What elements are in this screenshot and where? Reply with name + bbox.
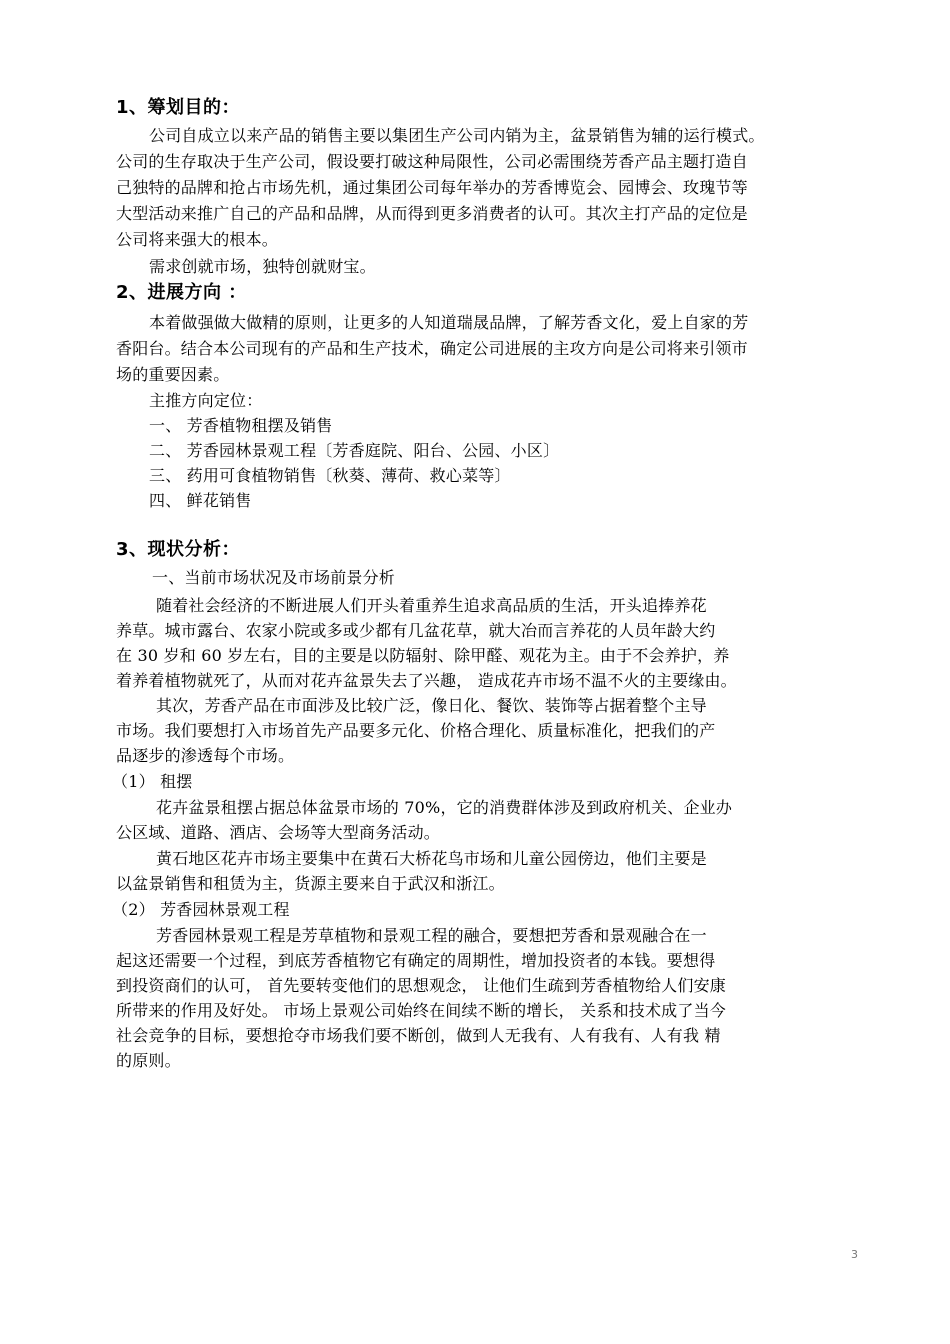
section3-line: 到投资商们的认可， 首先要转变他们的思想观念， 让他们生疏到芳香植物给人们安康 [116,976,726,995]
section1-line: 公司将来强大的根本。 [116,230,279,249]
section1-line: 公司自成立以来产品的销售主要以集团生产公司内销为主，盆景销售为辅的运行模式。 [149,126,765,145]
section2-line: 主推方向定位： [149,391,263,410]
section3-line: 市场。我们要想打入市场首先产品要多元化、价格合理化、质量标准化，把我们的产 [116,721,716,740]
section2-list-item: 一、 芳香植物租摆及销售 [149,416,333,435]
section3-line: 黄石地区花卉市场主要集中在黄石大桥花鸟市场和儿童公园傍边，他们主要是 [156,849,707,868]
section1-line: 需求创就市场，独特创就财宝。 [149,257,376,276]
page-number: 3 [851,1248,858,1261]
section2-list-item: 四、 鲜花销售 [149,491,252,510]
section3-subheading: （1） 租摆 [112,772,193,791]
section3-line: 所带来的作用及好处。 市场上景观公司始终在间续不断的增长， 关系和技术成了当今 [116,1001,726,1020]
section3-heading: 3、现状分析： [116,539,241,560]
section2-list-item: 二、 芳香园林景观工程〔芳香庭院、阳台、公园、小区〕 [149,441,560,460]
section3-line: 起这还需要一个过程，到底芳香植物它有确定的周期性，增加投资者的本钱。要想得 [116,951,716,970]
section2-list-item: 三、 药用可食植物销售〔秋葵、薄荷、救心菜等〕 [149,466,511,485]
section2-line: 香阳台。结合本公司现有的产品和生产技术，确定公司进展的主攻方向是公司将来引领市 [116,339,748,358]
section1-line: 己独特的品牌和抢占市场先机，通过集团公司每年举办的芳香博览会、园博会、玫瑰节等 [116,178,748,197]
section1-line: 大型活动来推广自己的产品和品牌，从而得到更多消费者的认可。其次主打产品的定位是 [116,204,748,223]
section3-line: 社会竞争的目标，要想抢夺市场我们要不断创，做到人无我有、人有我有、人有我 精 [116,1026,721,1045]
section3-line: 品逐步的渗透每个市场。 [116,746,295,765]
section3-line: 以盆景销售和租赁为主，货源主要来自于武汉和浙江。 [116,874,505,893]
section3-line: 其次，芳香产品在市面涉及比较广泛，像日化、餐饮、装饰等占据着整个主导 [156,696,707,715]
section2-line: 场的重要因素。 [116,365,230,384]
section3-subheading: （2） 芳香园林景观工程 [112,900,290,919]
section1-heading: 1、筹划目的： [116,97,241,118]
section3-subheading: 一、当前市场状况及市场前景分析 [152,568,396,587]
section2-heading: 2、进展方向 ： [116,282,247,303]
section3-line: 在 30 岁和 60 岁左右，目的主要是以防辐射、除甲醛、观花为主。由于不会养护，养 [116,646,730,665]
section3-line: 着养着植物就死了，从而对花卉盆景失去了兴趣， 造成花卉市场不温不火的主要缘由。 [116,671,737,690]
section3-line: 公区域、道路、酒店、会场等大型商务活动。 [116,823,441,842]
section3-line: 芳香园林景观工程是芳草植物和景观工程的融合，要想把芳香和景观融合在一 [156,926,707,945]
section3-line: 养草。城市露台、农家小院或多或少都有几盆花草，就大冶而言养花的人员年龄大约 [116,621,716,640]
section3-line: 花卉盆景租摆占据总体盆景市场的 70%，它的消费群体涉及到政府机关、企业办 [156,798,733,817]
section1-line: 公司的生存取决于生产公司，假设要打破这种局限性，公司必需围绕芳香产品主题打造自 [116,152,748,171]
section2-line: 本着做强做大做精的原则，让更多的人知道瑞晟品牌，了解芳香文化，爱上自家的芳 [149,313,749,332]
section3-line: 的原则。 [116,1051,181,1070]
section3-line: 随着社会经济的不断进展人们开头着重养生追求高品质的生活，开头追捧养花 [156,596,707,615]
